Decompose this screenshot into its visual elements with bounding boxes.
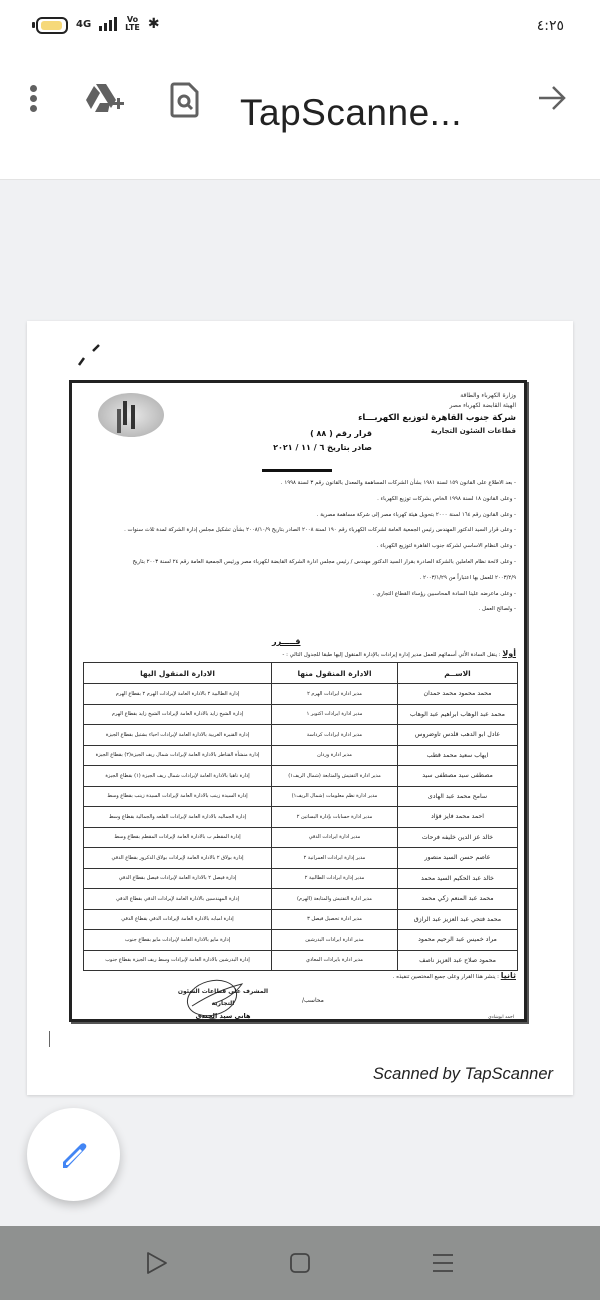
cell-from: مدير ادارة ايرادات البدرشين (272, 930, 398, 951)
cell-to: إدارة فيصل ٢ بالادارة العامة لإيرادات فيصل بقطاع الدقي (84, 868, 272, 889)
cell-from: مدير ادارة بايرادات المعادي (272, 950, 398, 971)
cell-to: إدارة الشيخ زايد بالادارة العامة لإيرادات الشيخ زايد بقطاع الهرم (84, 704, 272, 725)
cell-name: مراد خميس عبد الرحيم محمود (398, 930, 518, 951)
table-row (84, 889, 518, 910)
table-row (84, 950, 518, 971)
cell-to: إدارة البدرشين بالادارة العامة لإيرادات وسط ريف الجيزة بقطاع جنوب (84, 950, 272, 971)
cell-to: إدارة القنيرة الغربية بالادارة العامة لإيرادات احياء بشتيل بقطاع الجيزة (84, 725, 272, 746)
cell-name: سامح محمد عبد الهادى (398, 786, 518, 807)
cell-from: مدير إدارة ايرادات العمرانية ٢ (272, 848, 398, 869)
header-name: الاســم (398, 663, 518, 684)
first-clause (282, 649, 516, 658)
signal-icon (99, 17, 117, 31)
cell-name: ايهاب سعيد محمد قطب (398, 745, 518, 766)
preamble-line: - ولصالح العمل . (478, 606, 516, 613)
transfers-table (83, 662, 518, 971)
forward-arrow-icon[interactable] (536, 82, 568, 114)
company-logo (98, 393, 164, 437)
document-title: TapScanne... (240, 92, 462, 133)
cell-to: إدارة امبابه بالادارة العامة لإيرادات الدقي بقطاع الدقي (84, 909, 272, 930)
divider (262, 469, 332, 472)
cell-from: مدير إدارة ايرادات الطالبية ٢ (272, 868, 398, 889)
cell-to: إدارة منشأة القناطر بالادارة العامة لإيرادات شمال ريف الجيزة(٢) بقطاع الجيزة (84, 745, 272, 766)
table-row (84, 704, 518, 725)
ministry: وزارة الكهرباء والطاقة (460, 392, 516, 399)
watermark: Scanned by TapScanner (372, 1065, 553, 1083)
scan-artifact (75, 339, 115, 369)
volte-icon (125, 16, 140, 32)
supervisor-name: هاني سيد الجندي (195, 1012, 251, 1020)
cell-to: إدارة المهندسين بالادارة العامة لإيرادات الدقي بقطاع الدقي (84, 889, 272, 910)
decision-header (242, 427, 372, 455)
recents-icon[interactable] (430, 1250, 456, 1276)
cell-from: مدير ادارة ايرادات الهرم ٢ (272, 684, 398, 705)
cell-from: مدير ادارة التفتيش والمتابعة (شمال الريف١) (272, 766, 398, 787)
pencil-icon (57, 1138, 91, 1172)
cell-from: مدير ادارة حسابات بإدارة البساتين ٢ (272, 807, 398, 828)
cell-from: مدير ادارة ايرادات كرداسة (272, 725, 398, 746)
back-icon[interactable] (144, 1250, 170, 1276)
second-label: ثانيا (500, 971, 516, 980)
cell-from: مدير ادارة ايرادات اكتوبر ١ (272, 704, 398, 725)
battery-icon (36, 17, 68, 34)
preamble-line: - وعلى ماعرضه علينا السادة المحاسبين رؤساء القطاع التجاري . (372, 590, 516, 597)
table-row (84, 909, 518, 930)
cell-to: إدارة ناهيا بالادارة العامة لإيرادات شمال ريف الجيزة (١) بقطاع الجيزة (84, 766, 272, 787)
first-text: : ينقل السادة الأتي أسمائهم للعمل مدير إدارة إيرادات بالإدارة المنقول إليها طبقا للجدول التالي : - (282, 652, 501, 658)
cell-to: إدارة بولاق ٢ بالادارة العامة لإيرادات بولاق الدكرور بقطاع الدقي (84, 848, 272, 869)
preamble-line: - وعلى القانون رقم ١٦٤ لسنة ٢٠٠٠ بتحويل هيئة كهرباء مصر إلى شركة مساهمة مصرية . (316, 511, 516, 518)
cell-name: عادل ابو الدهب قلدس تاوضروس (398, 725, 518, 746)
home-icon[interactable] (287, 1250, 313, 1276)
cell-from: مدير ادارة ايرادات الدقي (272, 827, 398, 848)
volte-bottom: LTE (125, 23, 140, 32)
table-row (84, 868, 518, 889)
bluetooth-icon: ✱ (147, 16, 160, 32)
cell-to: إدارة المقطم ب بالادارة العامة لإيرادات المقطم بقطاع وسط (84, 827, 272, 848)
second-clause (393, 971, 516, 980)
battery-level (41, 21, 62, 30)
cell-name: محمد عبد الوهاب ابراهيم عبد الوهاب (398, 704, 518, 725)
scan-artifact-line (49, 1031, 50, 1047)
preamble-line: - وعلى لائحة نظام العاملين بالشركة الصادرة بقرار السيد الدكتور مهندس / رئيس مجلس ادارة الشركة القابضة لكهرباء مصر ورئيس الجمعية العامة رقم ٢٤ لسنة ٢٠٠٣ بتاريخ (132, 558, 516, 565)
cell-name: عاصم حسن السيد منصور (398, 848, 518, 869)
preamble-line: - وعلى قرار السيد الدكتور المهندس رئيس الجمعية العامة لشركات الكهرباء رقم ١٩٠ لسنة ٢٠٠٨ الصادر بتاريخ ٢٠٠٨/١٠/٩ بشأن تشكيل مجلس إدارة الشركة لمدة ثلاث سنوات . (124, 527, 516, 534)
table-row (84, 745, 518, 766)
preamble (76, 476, 516, 618)
cell-name: مصطفى سيد مصطفى سيد (398, 766, 518, 787)
app-toolbar (0, 52, 600, 180)
cell-name: محمد عبد المنعم زكي محمد (398, 889, 518, 910)
cell-name: خالد عبد الحكيم السيد محمد (398, 868, 518, 889)
document-frame (69, 380, 527, 1022)
preamble-line: ٢٠٠٣/٢/٩ للعمل بها اعتباراً من ٢٠٠٣/١/٢٩ . (419, 574, 516, 581)
preamble-line: - وعلى القانون ١٨ لسنة ١٩٩٨ الخاص بشركات توزيع الكهرباء . (377, 495, 516, 502)
preamble-line: - بعد الاطلاع على القانون ١٥٩ لسنة ١٩٨١ بشأن الشركات المساهمة والمعدل بالقانون رقم ٣ لسنة ١٩٩٨ . (280, 480, 516, 486)
authority: الهيئة القابضة لكهرباء مصر (449, 402, 516, 409)
system-nav-bar (0, 1226, 600, 1300)
edit-button[interactable] (27, 1108, 120, 1201)
table-row (84, 766, 518, 787)
second-text: : ينشر هذا القرار وعلى جميع المختصين تنفيذه . (392, 974, 499, 980)
cell-from: مدير ادارة التفتيش والمتابعة (الهرم) (272, 889, 398, 910)
table-row (84, 848, 518, 869)
cell-to: إدارة مايو بالادارة العامة لإيرادات مايو بقطاع جنوب (84, 930, 272, 951)
cell-name: محمد محمود محمد حمدان (398, 684, 518, 705)
cell-to: إدارة السيدة زينب بالادارة العامة لإيرادات السيدة زينب بقطاع وسط (84, 786, 272, 807)
status-icons (76, 16, 160, 32)
table-row (84, 786, 518, 807)
header-from: الادارة المنقول منها (272, 663, 398, 684)
cell-name: محمود صلاح عبد العزيز ناصف (398, 950, 518, 971)
find-in-page-icon[interactable] (170, 82, 200, 118)
more-vert-icon[interactable] (30, 85, 40, 115)
cell-from: مدير ادارة تحصيل فيصل ٣ (272, 909, 398, 930)
status-bar (0, 0, 600, 52)
cell-name: احمد محمد فايز فؤاد (398, 807, 518, 828)
table-row (84, 827, 518, 848)
supervisor-title: المشرف على قطاعات الشئون التجارية (177, 988, 269, 1007)
sector-name: قطاعات الشئون التجارية (430, 427, 516, 435)
supervisor-block (168, 986, 278, 1022)
organization-header (358, 391, 516, 437)
clock: ٤:٢٥ (536, 18, 564, 34)
company-name: شركة جنوب القاهرة لتوزيع الكهربـــاء (358, 413, 516, 423)
volte-top: Vo (126, 15, 139, 24)
table-header-row (84, 663, 518, 684)
cell-to: إدارة الطالبية ٢ بالادارة العامة لإيرادات الهرم ٢ بقطاع الهرم (84, 684, 272, 705)
preamble-line: - وعلى النظام الاساسي لشركة جنوب القاهرة لتوزيع الكهرباء . (376, 543, 516, 550)
decision-date: صادر بتاريخ ٦ / ١١ / ٢٠٢١ (273, 443, 372, 452)
writer-name: احمد ابوشادي (488, 1015, 514, 1020)
cell-from: مدير ادارة نظم معلومات (شمال الريف١) (272, 786, 398, 807)
cell-name: محمد فتحي عبد العزيز عبد الرازق (398, 909, 518, 930)
first-label: أولا (502, 649, 516, 658)
scanned-page[interactable] (27, 321, 573, 1095)
decides-heading: قـــــرر (272, 637, 301, 646)
table-row (84, 684, 518, 705)
decision-number: قرار رقم ( ٨٨ ) (310, 429, 372, 438)
accountant-label: محاسب/ (302, 997, 324, 1004)
table-row (84, 930, 518, 951)
table-row (84, 725, 518, 746)
cell-name: خالد عز الدين خليفه فرحات (398, 827, 518, 848)
table-row (84, 807, 518, 828)
header-to: الادارة المنقول اليها (84, 663, 272, 684)
cell-to: إدارة الجماليه بالادارة العامة لإيرادات القلعه والجمالية بقطاع وسط (84, 807, 272, 828)
cell-from: مدير ادارة وردان (272, 745, 398, 766)
network-type: 4G (76, 18, 92, 30)
drive-add-icon[interactable] (86, 80, 126, 116)
